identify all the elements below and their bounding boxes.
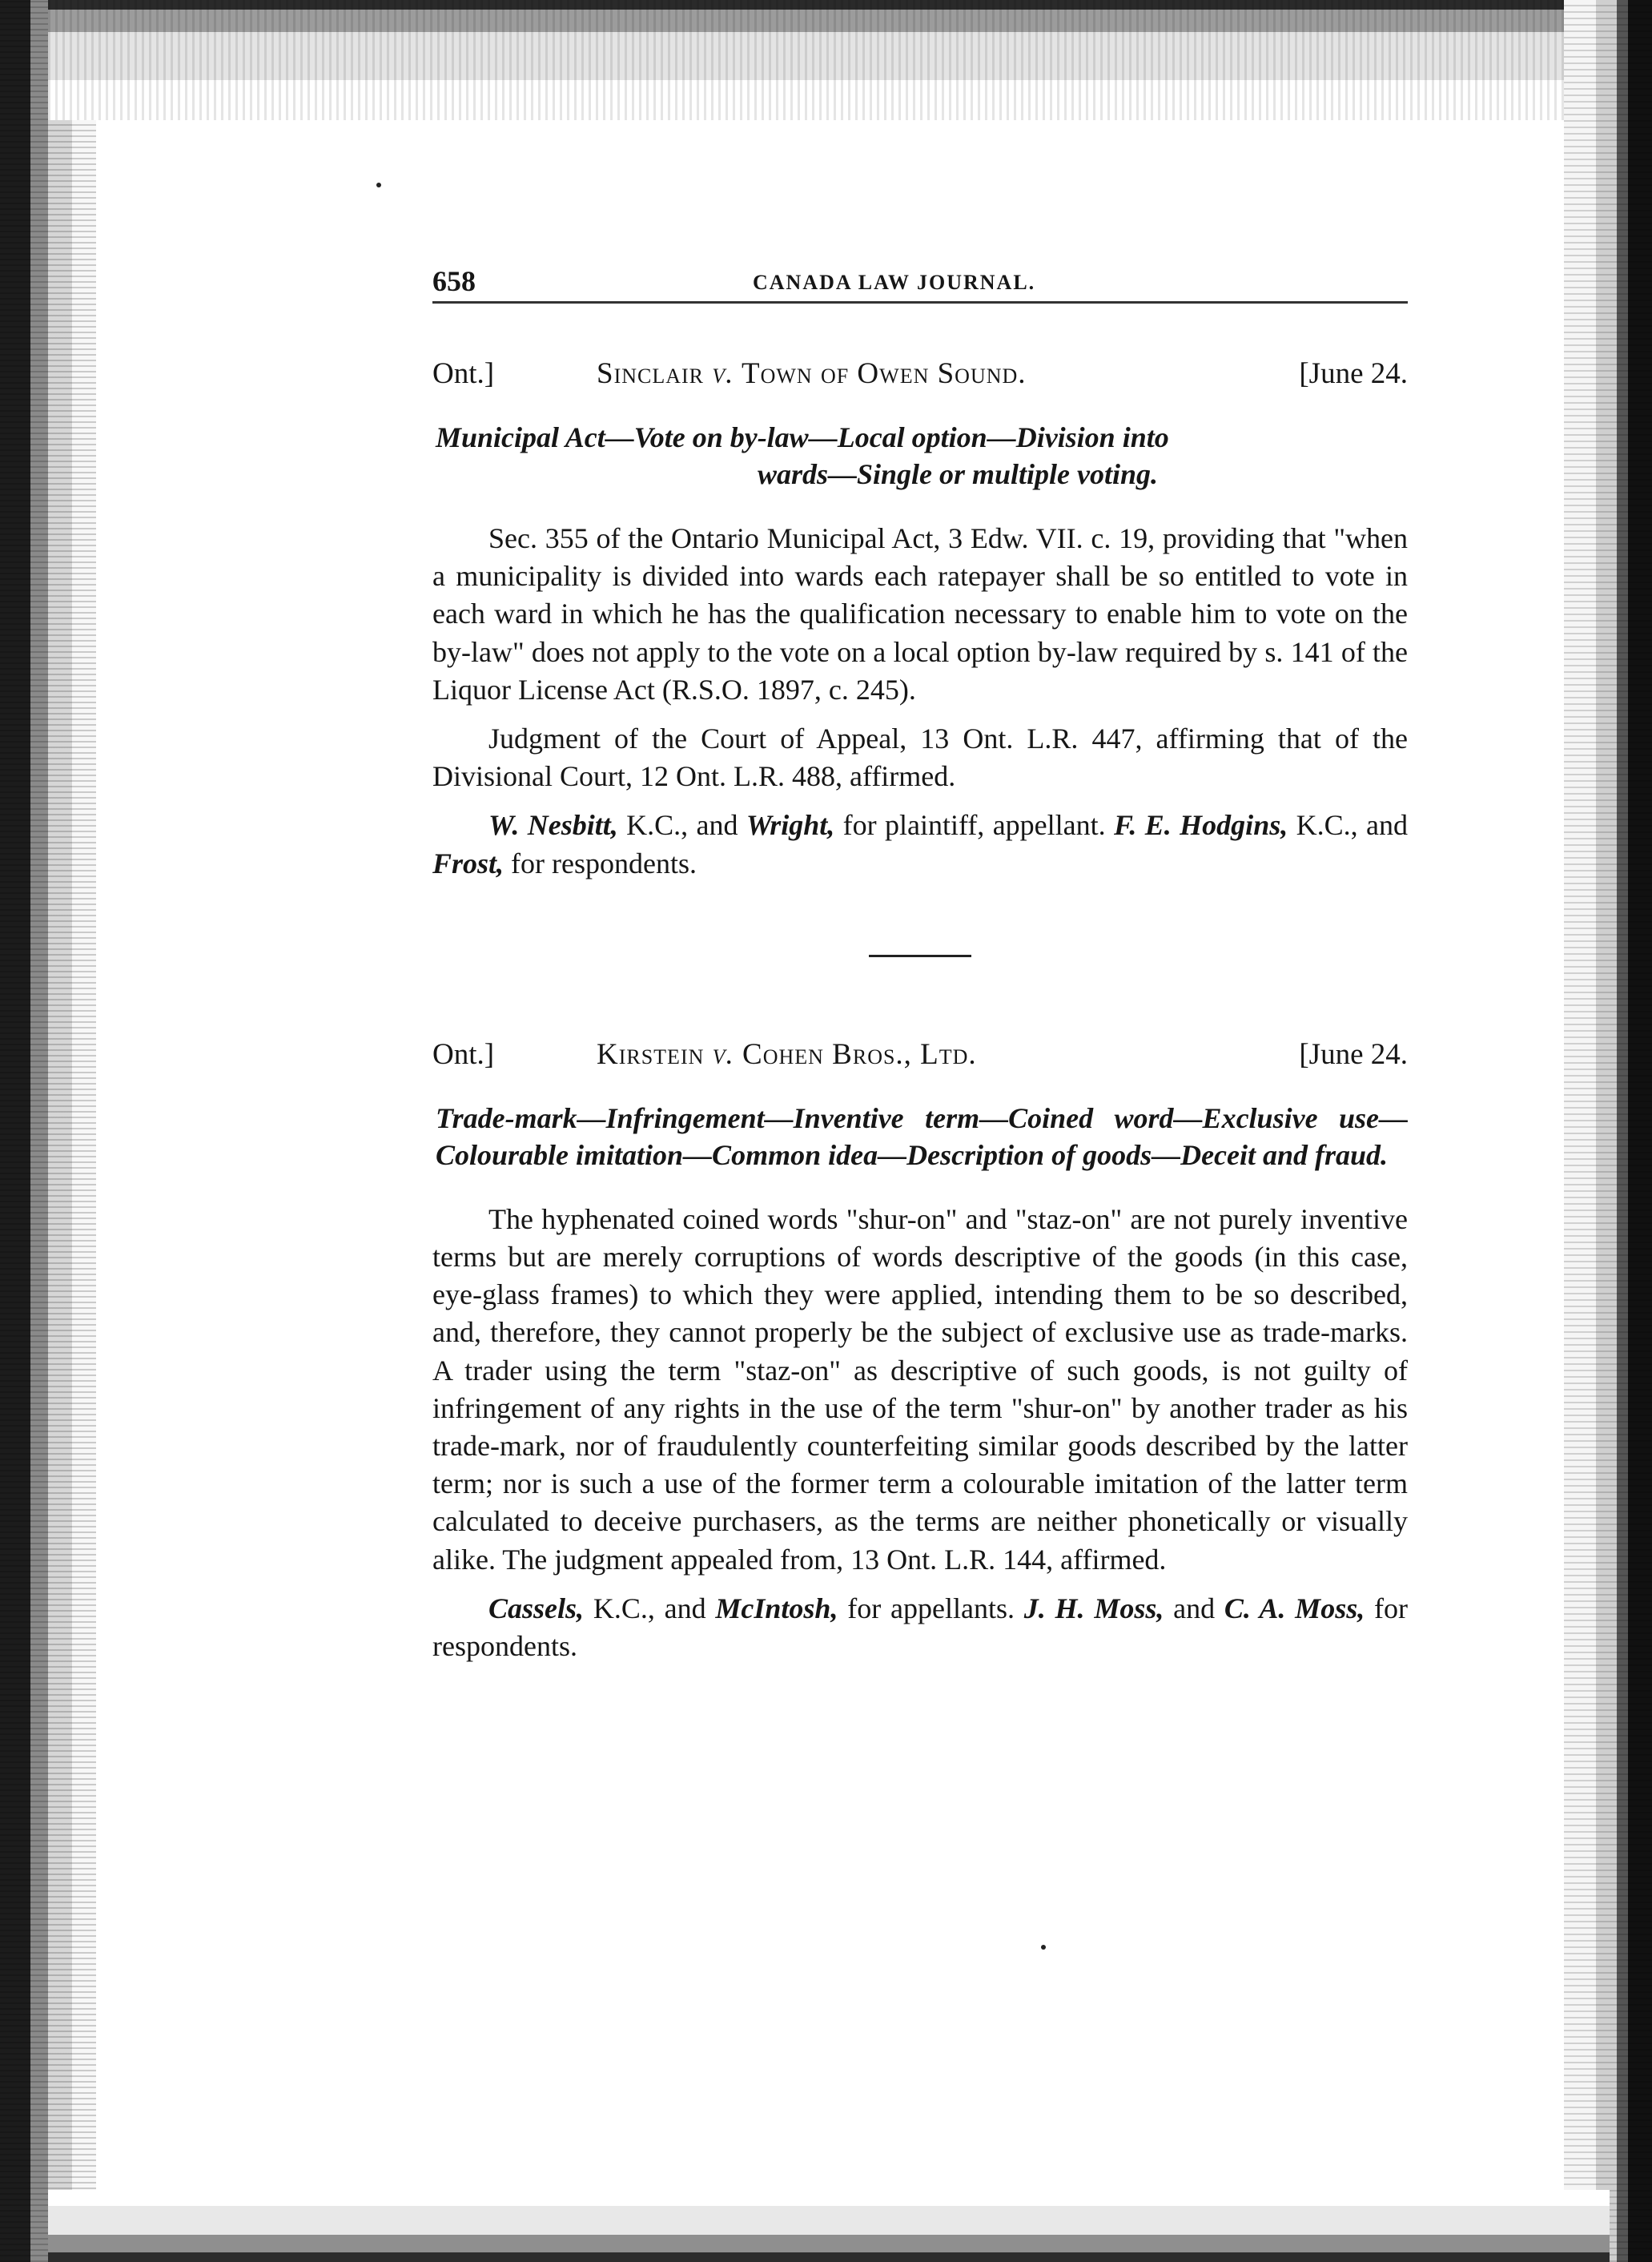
court-label: Ont.] xyxy=(432,357,495,390)
counsel-text: K.C., and xyxy=(1288,809,1408,842)
page-content xyxy=(432,264,1408,1665)
versus-label: v. xyxy=(712,1037,734,1071)
page-number: 658 xyxy=(432,265,476,297)
party-plaintiff: Sinclair xyxy=(597,357,705,390)
party-defendant: Town of Owen Sound. xyxy=(742,357,1027,390)
case-entry xyxy=(432,356,1408,883)
judgment-paragraph: Judgment of the Court of Appeal, 13 Ont. L.R. 447, affirming that of the Divisional Court, 12 Ont. L.R. 488, affirmed. xyxy=(432,722,1408,793)
party-defendant: Cohen Bros., Ltd. xyxy=(742,1037,977,1071)
case-entry xyxy=(432,1037,1408,1665)
counsel-text: for respondents. xyxy=(504,847,697,879)
running-head xyxy=(432,264,1408,304)
scan-edge-right xyxy=(1564,0,1652,2262)
counsel-name: F. E. Hodgins, xyxy=(1114,809,1288,842)
section-divider xyxy=(869,955,971,957)
counsel-text: for appellants. xyxy=(838,1592,1024,1624)
case-title xyxy=(597,356,1027,391)
headnote-line: Municipal Act—Vote on by-law—Local option—Division into xyxy=(436,421,1169,453)
counsel-name: Frost, xyxy=(432,847,504,879)
versus-label: v. xyxy=(712,357,734,390)
counsel-text: and xyxy=(1164,1592,1224,1624)
holding-paragraph: Sec. 355 of the Ontario Municipal Act, 3 Edw. VII. c. 19, providing that "when a municipality is divided into wards each ratepayer shall be so entitled to vote in each ward in which he has the qualification necessary to enable him to vote on the by-law" does not apply to the vote on a local option by-law required by s. 141 of the Liquor License Act (R.S.O. 1897, c. 245). xyxy=(432,522,1408,706)
counsel-text: K.C., and xyxy=(584,1592,716,1624)
counsel-text: for respondents. xyxy=(432,1592,1408,1663)
scan-edge-top xyxy=(48,0,1610,120)
counsel-line xyxy=(432,1590,1408,1665)
headnote xyxy=(432,1100,1408,1173)
headnote xyxy=(432,419,1408,493)
holding-paragraph: The hyphenated coined words "shur-on" and "staz-on" are not purely inventive terms but are merely corruptions of words descriptive of the goods (in this case, eye-glass frames) to which they were applied, intending them to be so described, and, therefore, they cannot properly be the subject of exclusive use as trade-marks. A trader using the term "staz-on" as descriptive of such goods, is not guilty of infringement of any rights in the use of the term "shur-on" by another trader as his trade-mark, nor of fraudulently counterfeiting similar goods described by the latter term; nor is such a use of the former term a colourable imitation of the latter term calculated to deceive purchasers, as the terms are neither phonetically or visually alike. The judgment appealed from, 13 Ont. L.R. 144, affirmed. xyxy=(432,1202,1408,1576)
headnote-line: Trade-mark—Infringement—Inventive term—Coined word—Exclusive use—Colourable imitation—Common idea—Description of goods—Deceit and fraud. xyxy=(436,1101,1408,1171)
court-label: Ont.] xyxy=(432,1037,495,1071)
party-plaintiff: Kirstein xyxy=(597,1037,705,1071)
scan-edge-bottom xyxy=(48,2190,1610,2262)
ink-speck xyxy=(376,183,381,187)
counsel-name: Wright, xyxy=(746,809,835,842)
counsel-name: J. H. Moss, xyxy=(1023,1592,1164,1624)
counsel-name: C. A. Moss, xyxy=(1224,1592,1365,1624)
counsel-line xyxy=(432,807,1408,882)
ink-speck xyxy=(1041,1945,1046,1950)
counsel-name: McIntosh, xyxy=(715,1592,838,1624)
case-caption xyxy=(432,1037,1408,1081)
case-caption xyxy=(432,356,1408,400)
case-title xyxy=(597,1037,977,1072)
counsel-text: K.C., and xyxy=(617,809,746,842)
headnote-line: wards—Single or multiple voting. xyxy=(757,458,1159,490)
counsel-name: W. Nesbitt, xyxy=(488,809,618,842)
counsel-text: for plaintiff, appellant. xyxy=(834,809,1115,842)
case-date: [June 24. xyxy=(1299,357,1408,390)
case-date: [June 24. xyxy=(1299,1037,1408,1071)
journal-title: CANADA LAW JOURNAL. xyxy=(753,271,1036,294)
scan-edge-left xyxy=(0,0,96,2262)
counsel-name: Cassels, xyxy=(488,1592,585,1624)
